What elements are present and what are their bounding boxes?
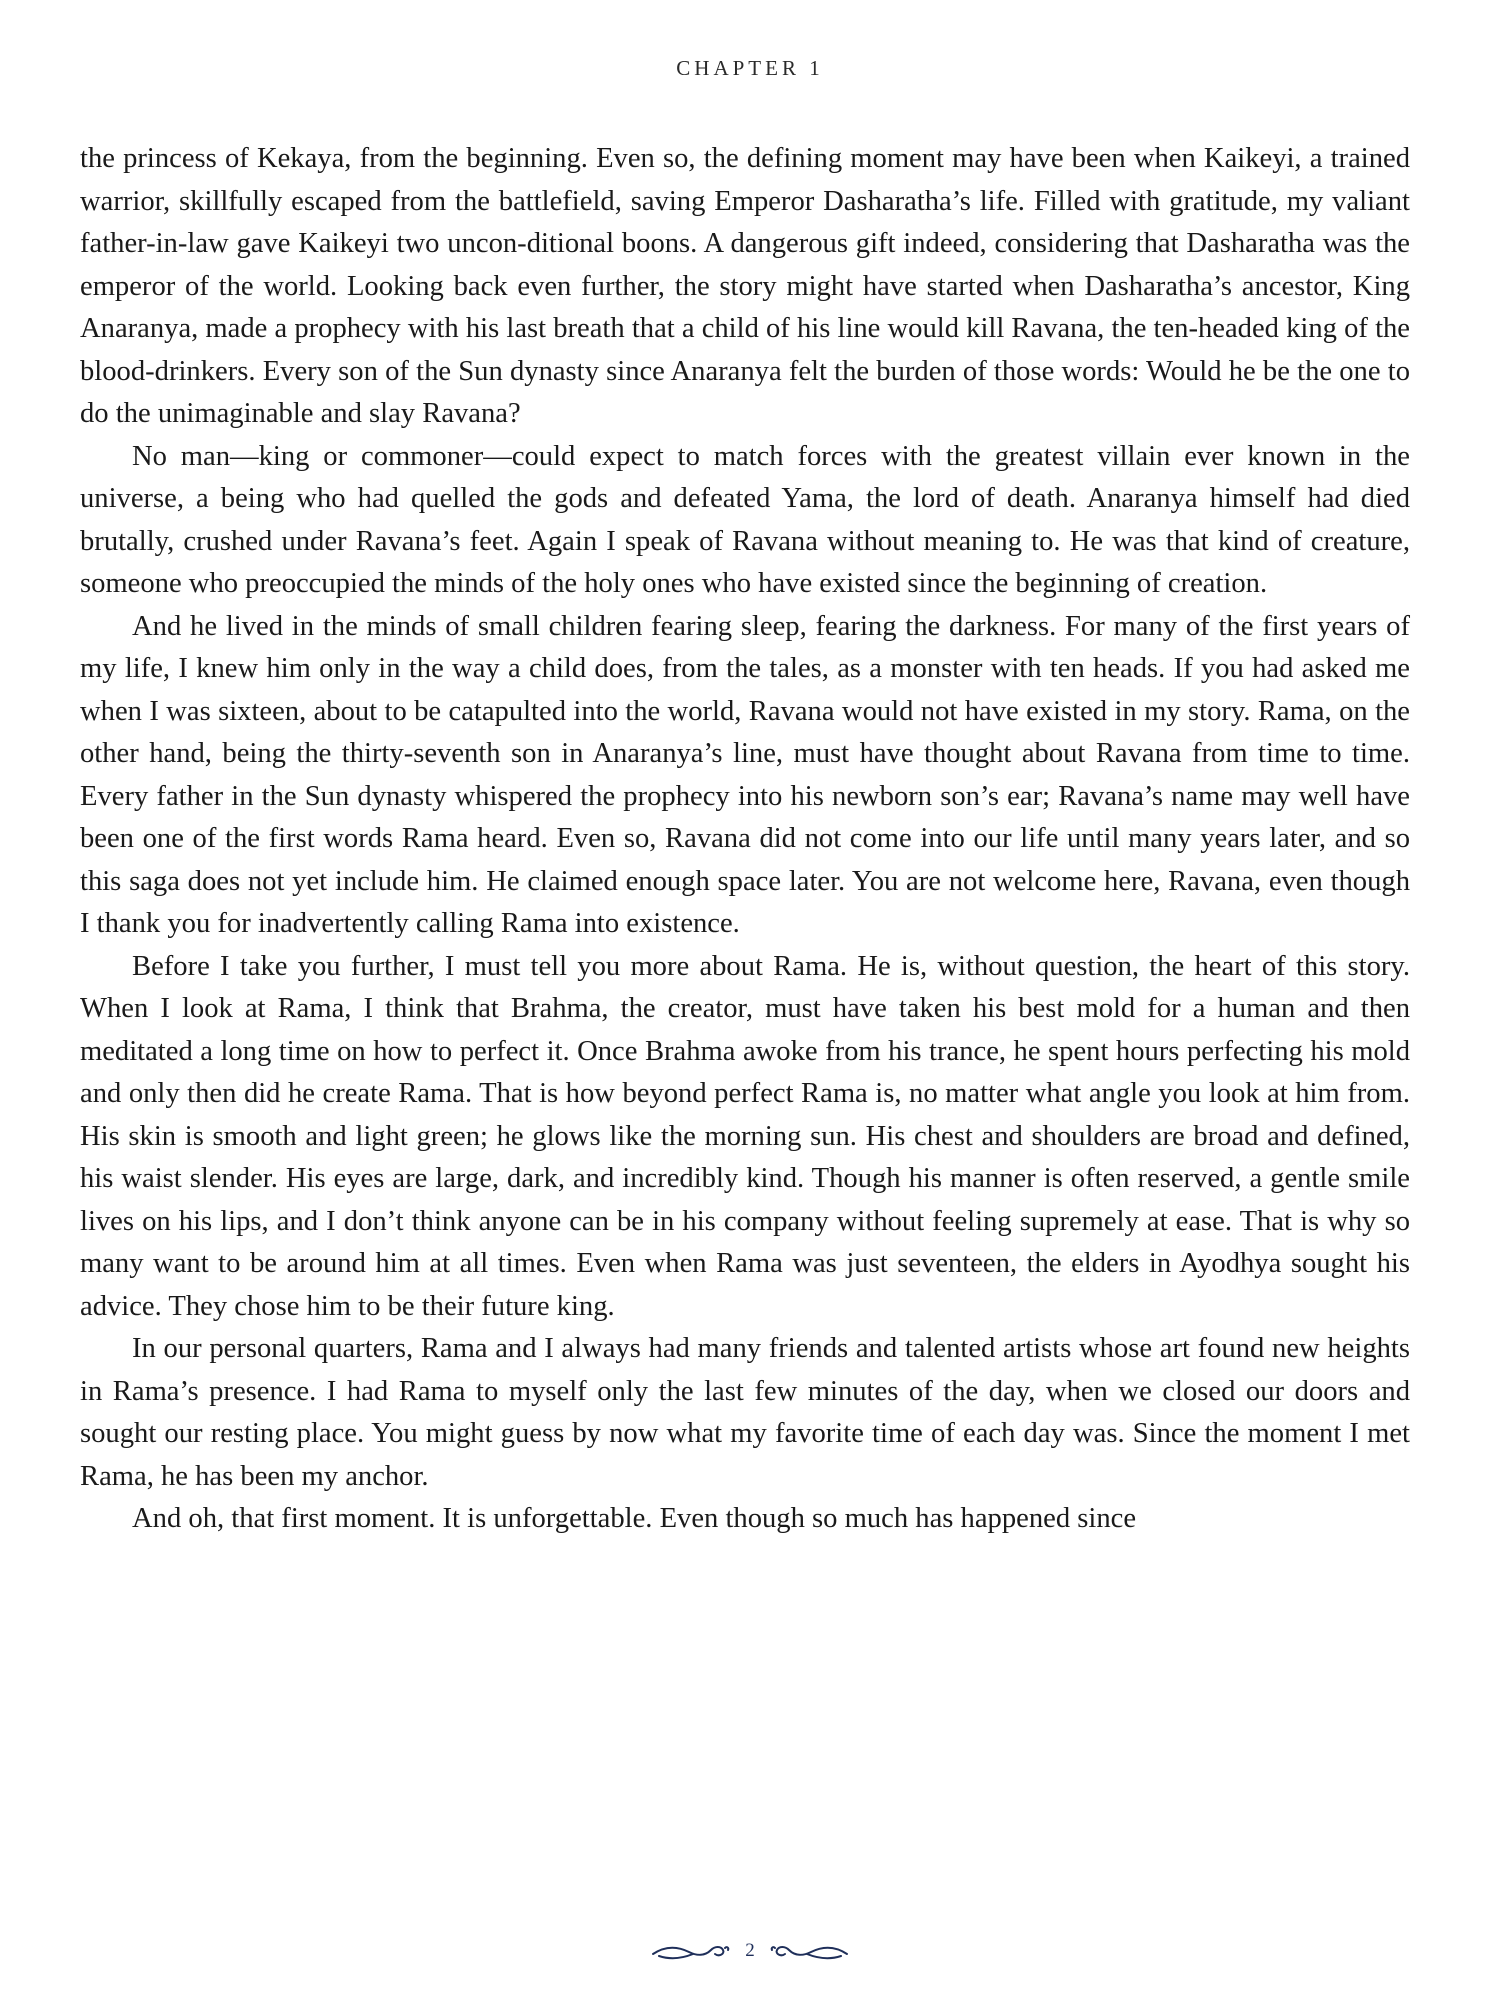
paragraph-4: Before I take you further, I must tell you more about Rama. He is, without question, the heart of this story. When I look at Rama, I think that Brahma, the creator, must have taken his best mold for a human and then meditated a long time on how to perfect it. Once Brahma awoke from his trance, he spent hours perfecting his mold and only then did he create Rama. That is how beyond perfect Rama is, no matter what angle you look at him from. His skin is smooth and light green; he glows like the morning sun. His chest and shoulders are broad and defined, his waist slender. His eyes are large, dark, and incredibly kind. Though his manner is often reserved, a gentle smile lives on his lips, and I don’t think anyone can be in his company without feeling supremely at ease. That is why so many want to be around him at all times. Even when Rama was just seventeen, the elders in Ayodhya sought his advice. They chose him to be their future king. bbox=[80, 950, 1410, 1322]
page-number: 2 bbox=[745, 1940, 755, 1961]
paragraph-5: In our personal quarters, Rama and I always had many friends and talented artists whose art found new heights in Rama’s presence. I had Rama to myself only the last few minutes of the day, when we closed our doors and sought our resting place. You might guess by now what my favorite time of each day was. Since the moment I met Rama, he has been my anchor. bbox=[80, 1333, 1410, 1492]
paragraph-2: No man—king or commoner—could expect to match forces with the greatest villain ever known in the universe, a being who had quelled the gods and defeated Yama, the lord of death. Anaranya himself had died brutally, crushed under Ravana’s feet. Again I speak of Ravana without meaning to. He was that kind of creature, someone who preoccupied the minds of the holy ones who have existed since the beginning of creation. bbox=[80, 440, 1410, 599]
paragraph-3: And he lived in the minds of small children fearing sleep, fearing the darkness. For many of the first years of my life, I knew him only in the way a child does, from the tales, as a monster with ten heads. If you had asked me when I was sixteen, about to be catapulted into the world, Ravana would not have existed in my story. Rama, on the other hand, being the thirty-seventh son in Anaranya’s line, must have thought about Ravana from time to time. Every father in the Sun dynasty whispered the prophecy into his newborn son’s ear; Ravana’s name may well have been one of the first words Rama heard. Even so, Ravana did not come into our life until many years later, and so this saga does not yet include him. He claimed enough space later. You are not welcome here, Ravana, even though I thank you for inadvertently calling Rama into existence. bbox=[80, 610, 1410, 939]
page-footer bbox=[0, 1936, 1500, 1966]
left-flourish-icon bbox=[651, 1940, 731, 1962]
running-head: CHAPTER 1 bbox=[676, 56, 824, 80]
body-text bbox=[80, 138, 1410, 1541]
paragraph-6: And oh, that first moment. It is unforgettable. Even though so much has happened since bbox=[132, 1503, 1137, 1534]
right-flourish-icon bbox=[769, 1940, 849, 1962]
paragraph-1: the princess of Kekaya, from the beginning. Even so, the defining moment may have been when Kaikeyi, a trained warrior, skillfully escaped from the battlefield, saving Emperor Dasharatha’s life. Filled with gratitude, my valiant father-in-law gave Kaikeyi two uncon-ditional boons. A dangerous gift indeed, considering that Dasharatha was the emperor of the world. Looking back even further, the story might have started when Dasharatha’s ancestor, King Anaranya, made a prophecy with his last breath that a child of his line would kill Ravana, the ten-headed king of the blood-drinkers. Every son of the Sun dynasty since Anaranya felt the burden of those words: Would he be the one to do the unimaginable and slay Ravana? bbox=[80, 143, 1411, 429]
